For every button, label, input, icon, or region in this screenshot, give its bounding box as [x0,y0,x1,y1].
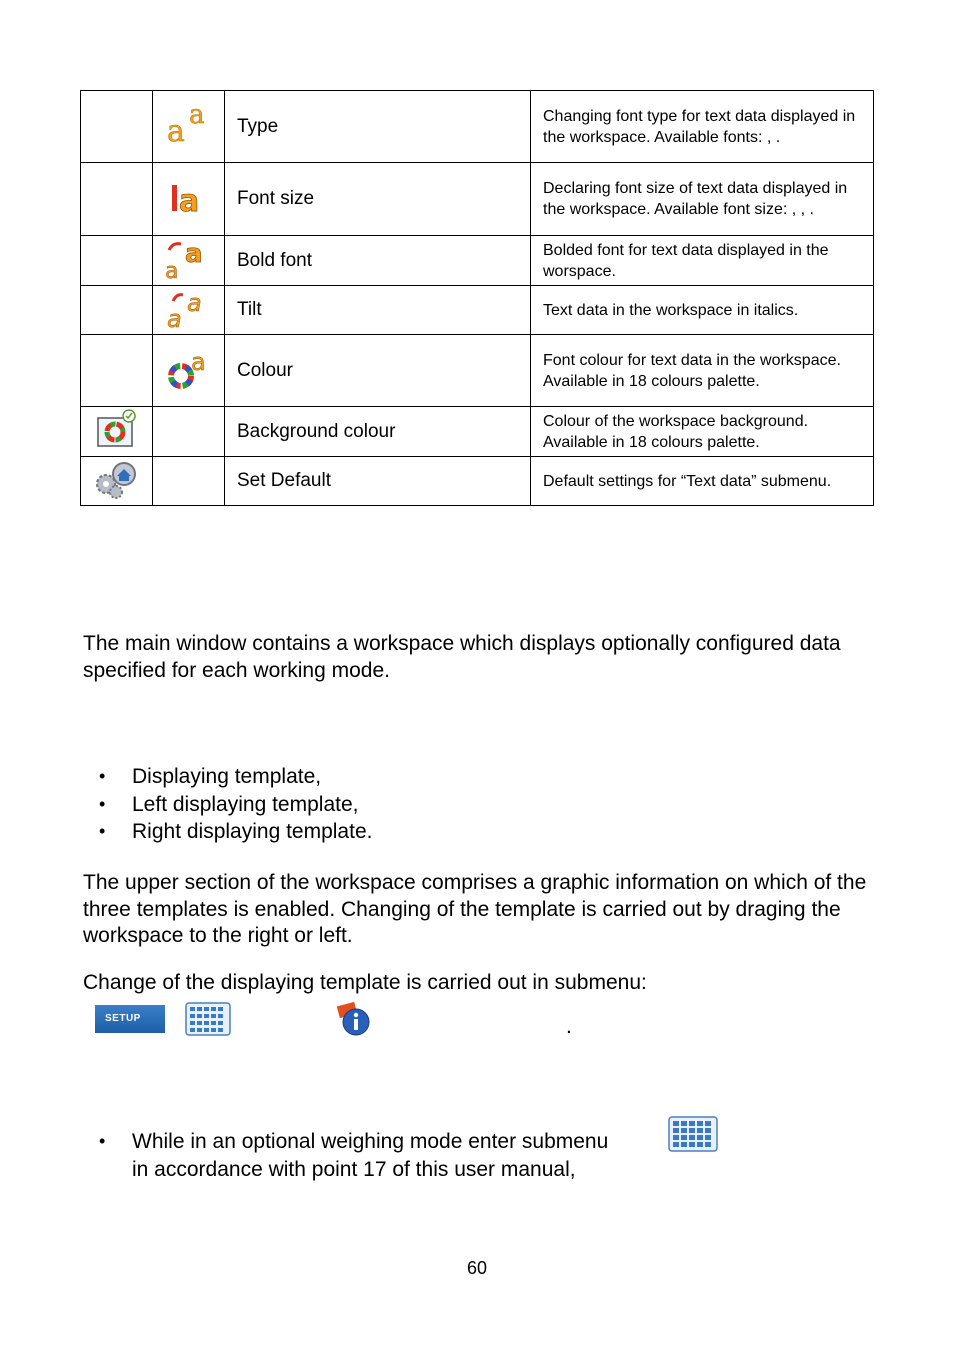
display-grid-icon [185,1002,231,1036]
change-template-paragraph: Change of the displaying template is carried out in submenu: [83,971,647,994]
info-icon [334,998,374,1038]
list-item-continuation: in accordance with point 17 of this user manual, [132,1157,576,1181]
bullet-icon: • [99,821,106,841]
svg-text:a: a [166,114,185,147]
row-label: Background colour [225,407,531,457]
row-description: Declaring font size of text data displayed in the workspace. Available font size: , , . [531,163,874,236]
list-item: • Left displaying template, [83,791,372,819]
table-row [81,407,874,457]
bullet-icon: • [99,793,106,814]
bullet-icon: • [99,1131,106,1151]
svg-text:a: a [178,183,199,217]
row-label: Bold font [225,236,531,286]
set-default-gears-icon [94,458,140,500]
svg-text:a: a [184,239,203,269]
page-number: 60 [466,1258,488,1278]
table-row [81,457,874,506]
upper-section-paragraph: The upper section of the workspace comprises a graphic information on which of the three templates is enabled. Changing of the template is carried out by draging the workspace to the right or left. [83,871,867,947]
row-label: Set Default [225,457,531,506]
svg-text:a: a [188,101,205,130]
bold-font-icon [163,236,215,280]
bullet-icon: • [99,766,106,786]
font-type-icon [163,101,215,147]
row-description: Changing font type for text data displayed in the workspace. Available fonts: , . [531,91,874,163]
table-row [81,335,874,407]
svg-text:a: a [190,348,206,376]
list-item: • Displaying template, [83,763,372,791]
row-label: Type [225,91,531,163]
row-description: Default settings for “Text data” submenu. [531,457,874,506]
background-colour-icon [95,408,139,450]
row-description: Text data in the workspace in italics. [531,286,874,335]
row-description: Colour of the workspace background. Available in 18 colours palette. [531,407,874,457]
table-row [81,91,874,163]
row-description: Font colour for text data in the workspace. Available in 18 colours palette. [531,335,874,407]
main-window-paragraph: The main window contains a workspace which displays optionally configured data specified for each working mode. [83,632,841,682]
template-list [83,763,372,846]
list-item: • While in an optional weighing mode enter submenu [83,1128,608,1156]
italic-font-icon [163,287,215,329]
font-size-icon [166,177,212,217]
list-item: • Right displaying template. [83,818,372,846]
colour-wheel-icon [165,346,213,390]
table-row [81,163,874,236]
settings-table [80,90,874,506]
setup-button: SETUP [95,1005,165,1033]
table-row [81,286,874,335]
svg-text:a: a [166,304,182,329]
submenu-trailing-period: . [566,1015,572,1038]
svg-text:a: a [164,259,178,280]
row-label: Font size [225,163,531,236]
display-grid-icon [668,1116,718,1152]
row-description: Bolded font for text data displayed in the worspace. [531,236,874,286]
instruction-list [83,1128,608,1183]
row-label: Colour [225,335,531,407]
table-row [81,236,874,286]
row-label: Tilt [225,286,531,335]
svg-text:a: a [186,288,202,317]
